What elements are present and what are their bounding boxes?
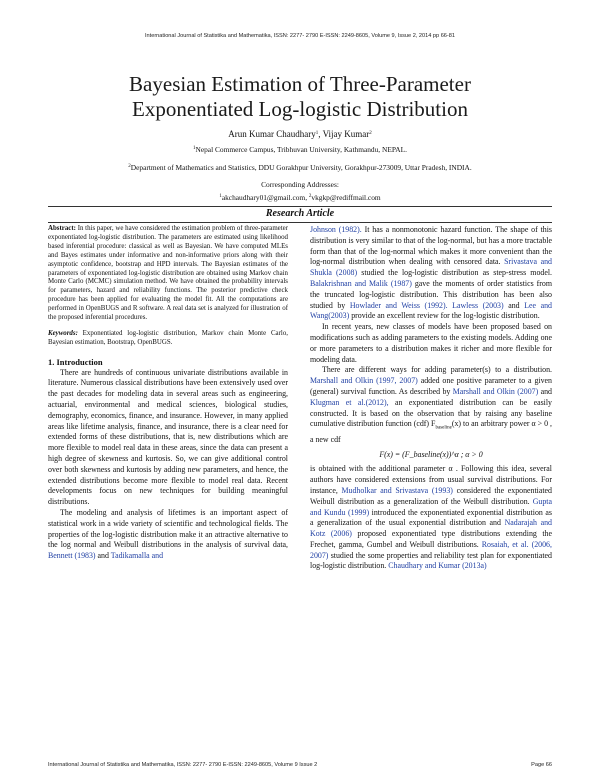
citation-link[interactable]: Rosaiah, et al. (2006, 2007) bbox=[310, 539, 552, 560]
right-paragraph-4: is obtained with the additional parameter α . Following this idea, several authors have considered extensions from usual survival distributions. For instance, Mudholkar and Srivastava (1993) considered the exponentiated Weibull distribution as a generalization of the Weibull distribution. Gupta and Kundu (1999) introduced the exponentiated exponential distribution as a generalization of the usual exponential distribution and Nadarajah and Kotz (2006) proposed exponentiated type distributions extending the Frechet, gamma, Gumbel and Weibull distributions. Rosaiah, et al. (2006, 2007) studied the some properties and reliability test plan for exponentiated log-logistic distribution. Chaudhary and Kumar (2013a) bbox=[310, 464, 552, 571]
citation-link[interactable]: Lawless (2003) bbox=[452, 300, 504, 310]
email-2[interactable]: vkgkp@rediffmail.com bbox=[311, 193, 381, 202]
citation-link[interactable]: Gupta and Kundu (1999) bbox=[310, 496, 552, 517]
title-line-2: Exponentiated Log-logistic Distribution bbox=[132, 97, 468, 121]
citation-link[interactable]: Srivastava and Shukla (2008) bbox=[310, 257, 552, 278]
emails: $^1$akchaudhary01@gmail.com, $^2$vkgkp@rediffmail.com bbox=[219, 193, 381, 202]
citation-link[interactable]: Mudholkar and Srivastava (1993) bbox=[341, 485, 453, 495]
section-heading-introduction: 1. Introduction bbox=[48, 356, 103, 367]
citation-link[interactable]: Howlader and Weiss (1992). bbox=[349, 300, 448, 310]
author-1: Arun Kumar Chaudhary bbox=[228, 129, 316, 139]
paper-title bbox=[60, 72, 540, 122]
right-paragraph-2: In recent years, new classes of models have been proposed based on modifications such as adding parameters to the existing models. Adding one or more parameters to a distribution makes it richer and more flexible for modeling data. bbox=[310, 322, 552, 364]
citation-link[interactable]: Balakrishnan and Malik (1987) bbox=[310, 278, 412, 288]
email-1[interactable]: akchaudhary01@gmail.com bbox=[221, 193, 306, 202]
authors: Arun Kumar Chaudhary$^1$, Vijay Kumar$^2$ bbox=[228, 129, 372, 139]
citation-link[interactable]: Marshall and Olkin (2007) bbox=[452, 386, 539, 396]
article-type: Research Article bbox=[265, 208, 335, 219]
citation-link[interactable]: Johnson (1982). bbox=[310, 225, 362, 234]
right-paragraph-1: Johnson (1982). It has a nonmonotonic hazard function. The shape of this distribution is very similar to that of the log-normal, but has a more tractable form than that of the log-normal which makes it more convenient than the log-normal distribution when dealing with censored data. Srivastava and Shukla (2008) studied the log-logistic distribution as step-stress model. Balakrishnan and Malik (1987) gave the moments of order statistics from the truncated log-logistic distribution. This distribution has been also studied by Howlader and Weiss (1992). Lawless (2003) and Lee and Wang(2003) provide an excellent review for the log-logistic distribution. bbox=[310, 225, 552, 321]
divider-top bbox=[48, 206, 552, 207]
intro-paragraph-2: The modeling and analysis of lifetimes is an important aspect of statistical work in a wide variety of scientific and technological fields. The properties of the log-logistic distribution make it an attractive alternative to the log normal and Weibull distributions in the analysis of survival data, Bennett (1983) and Tadikamalla and bbox=[48, 507, 288, 561]
citation-link[interactable]: Tadikamalla and bbox=[110, 551, 164, 561]
citation-link[interactable]: Marshall and Olkin (1997, 2007) bbox=[310, 376, 418, 386]
citation-link[interactable]: Chaudhary and Kumar (2013a) bbox=[388, 561, 487, 571]
divider-bottom bbox=[48, 222, 552, 223]
footer-page-number: Page 66 bbox=[531, 762, 552, 768]
affiliation-1: $^1$Nepal Commerce Campus, Tribhuvan University, Kathmandu, NEPAL. bbox=[192, 145, 407, 154]
keywords: Keywords: Exponentiated log-logistic distribution, Markov chain Monte Carlo, Bayesian estimation, Bootstrap, OpenBUGS. bbox=[48, 329, 288, 346]
abstract: Abstract: In this paper, we have considered the estimation problem of three-parameter exponentiated log-logistic distribution. The parameters are estimated using likelihood based inferential procedure: classical as well as Bayesian. We have computed MLEs and Bayes estimates under informative and non-informative priors along with their asymptotic confidence, bootstrap and HPD intervals. The Bayesian estimates of the parameters of exponentiated log-logistic distribution are obtained using Markov chain Monte Carlo (MCMC) simulation method. We have obtained the probability intervals for parameters, hazard and reliability functions. The posterior predictive check procedure has been applied for evaluating the model fit. All the computations are performed in OpenBUGS and R software. A real data set is analyzed for illustration of the proposed inferential procedures. bbox=[48, 225, 288, 322]
footer-journal: International Journal of Statistika and Mathematika, ISSN: 2277- 2790 E-ISSN: 2249-8605, Volume 9 Issue 2 bbox=[48, 762, 318, 768]
journal-header: International Journal of Statistika and Mathematika, ISSN: 2277- 2790 E-ISSN: 2249-8605, Volume 9, Issue 2, 2014 pp 66-81 bbox=[144, 33, 456, 39]
title-line-1: Bayesian Estimation of Three-Parameter bbox=[129, 72, 471, 96]
left-column bbox=[48, 225, 288, 760]
equation-exponentiated-cdf: F(x) = (F_baseline(x))^α ; α > 0 bbox=[379, 449, 483, 459]
citation-link[interactable]: Klugman et al.(2012), bbox=[310, 397, 389, 407]
citation-link[interactable]: Lee and Wang(2003) bbox=[310, 300, 552, 321]
right-column bbox=[310, 225, 552, 760]
citation-link[interactable]: Bennett (1983) bbox=[48, 551, 96, 561]
corresponding-label: Corresponding Addresses: bbox=[261, 180, 339, 189]
author-2: Vijay Kumar bbox=[322, 129, 370, 139]
affiliation-2: $^2$Department of Mathematics and Statistics, DDU Gorakhpur University, Gorakhpur-273009, Uttar Pradesh, INDIA. bbox=[128, 163, 472, 172]
right-paragraph-3: There are different ways for adding parameter(s) to a distribution. Marshall and Olkin (1997, 2007) added one positive parameter to a given (general) survival function. As described by Marshall and Olkin (2007) and Klugman et al.(2012), an exponentiated distribution can be easily constructed. It is based on the observation that by raising any baseline cumulative distribution function (cdf) $F_{baseline}(x)$ to an arbitrary power α > 0 , a new cdf bbox=[310, 365, 552, 444]
intro-paragraph-1: There are hundreds of continuous univariate distributions available in literature. Numerous classical distributions have been extensively used over the past decades for modeling data in several areas such as engineering, actuarial, environmental and medical sciences, biological studies, demography, economics, finance, and insurance. However, in many applied areas like lifetime analysis, finance, and insurance, there is a clear need for extended forms of these distributions, that is, new distributions which are more flexible to model real data in these areas, since the data can present a high degree of skewness and kurtosis. So, we can give additional control over both skewness and kurtosis by adding new parameters, and hence, the extended distributions become more flexible to model real data. Recent developments focus on new techniques for building meaningful distributions. bbox=[48, 367, 288, 507]
citation-link[interactable]: Nadarajah and Kotz (2006) bbox=[310, 518, 552, 539]
